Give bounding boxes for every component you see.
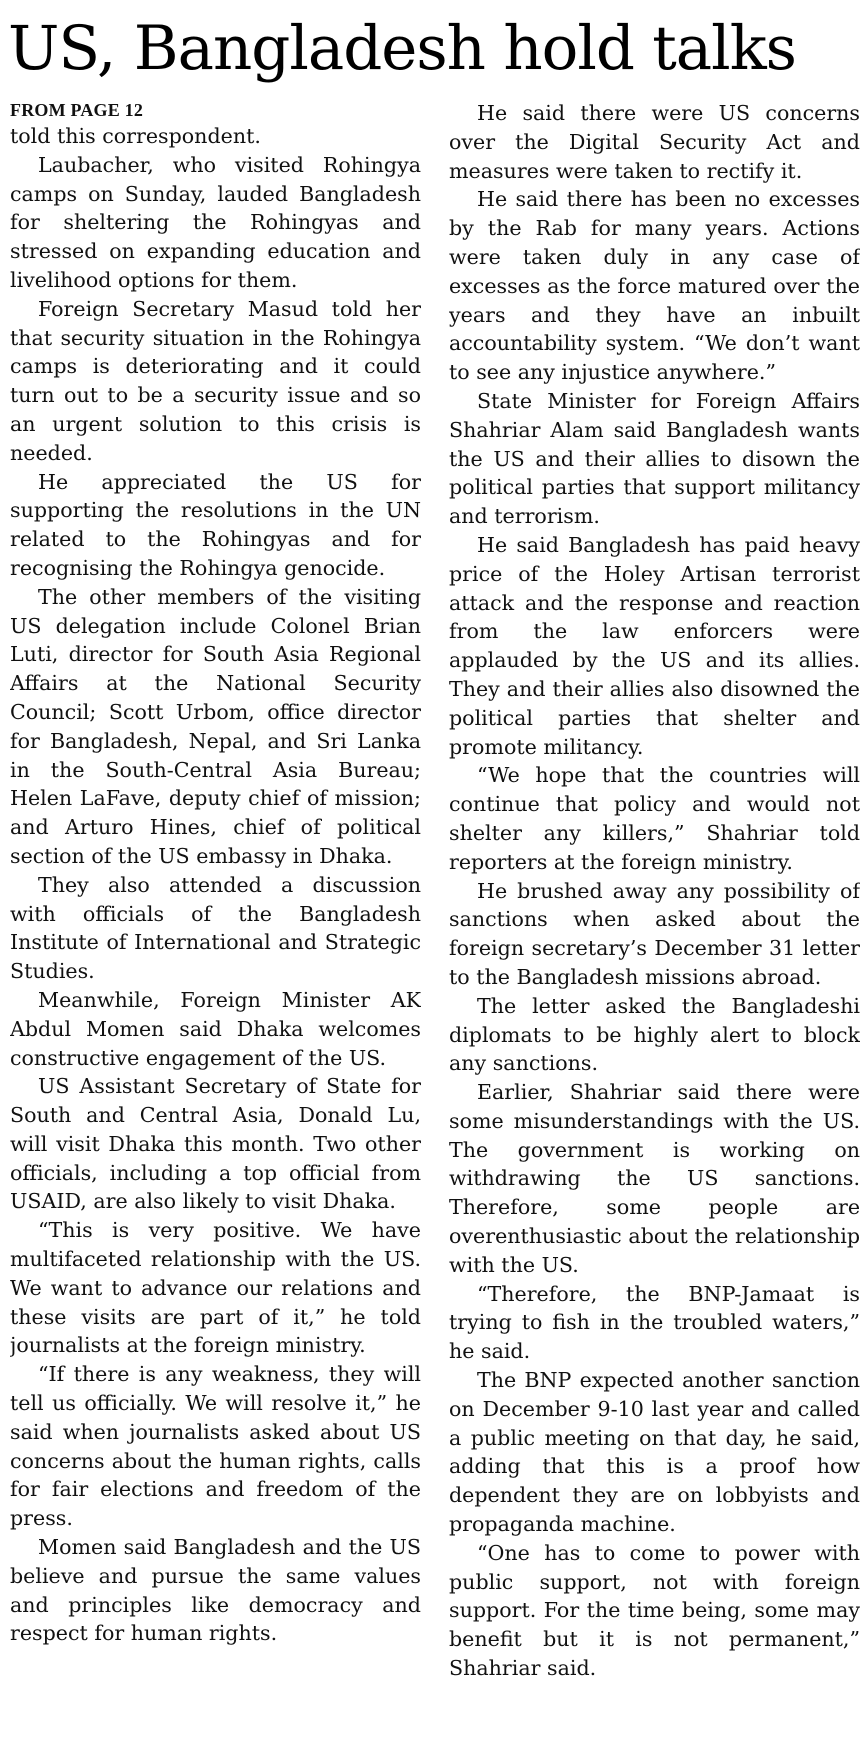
paragraph: “Therefore, the BNP-Jamaat is trying to fish in the troubled waters,” he said. (449, 1281, 860, 1364)
paragraph: The letter asked the Bangladeshi diplomats to be highly alert to block any sanctions. (449, 993, 860, 1076)
paragraph: He appreciated the US for supporting the resolutions in the UN related to the Rohingyas and for recognising the Rohingya genocide. (10, 469, 421, 580)
article-column-right (449, 99, 860, 1741)
paragraph: He said there were US concerns over the Digital Security Act and measures were taken to rectify it. (449, 101, 860, 183)
paragraph: He said Bangladesh has paid heavy price of the Holey Artisan terrorist attack and the response and reaction from the law enforcers were applauded by the US and its allies. They and their allies also disowned the political parties that shelter and promote militancy. (449, 532, 860, 759)
paragraph: “One has to come to power with public support, not with foreign support. For the time being, some may benefit but it is not permanent,” Shahriar said. (449, 1540, 860, 1681)
paragraph: The other members of the visiting US delegation include Colonel Brian Luti, director for South Asia Regional Affairs at the National Security Council; Scott Urbom, office director for Bangladesh, Nepal, and Sri Lanka in the South-Central Asia Bureau; Helen LaFave, deputy chief of mission; and Arturo Hines, chief of political section of the US embassy in Dhaka. (10, 584, 421, 868)
paragraph: State Minister for Foreign Affairs Shahriar Alam said Bangladesh wants the US and their allies to disown the political parties that support militancy and terrorism. (449, 388, 860, 529)
paragraph: “If there is any weakness, they will tell us officially. We will resolve it,” he said when journalists asked about US concerns about the human rights, calls for fair elections and freedom of the press. (10, 1362, 421, 1531)
paragraph: Laubacher, who visited Rohingya camps on Sunday, lauded Bangladesh for sheltering the Rohingyas and stressed on expanding education and livelihood options for them. (10, 152, 421, 292)
paragraph: US Assistant Secretary of State for South and Central Asia, Donald Lu, will visit Dhaka this month. Two other officials, including a top official from USAID, are also likely to visit Dhaka. (10, 1074, 421, 1214)
paragraph: Momen said Bangladesh and the US believe and pursue the same values and principles like democracy and respect for human rights. (10, 1535, 421, 1646)
paragraph: “This is very positive. We have multifaceted relationship with the US. We want to advance our relations and these visits are part of it,” he told journalists at the foreign ministry. (10, 1218, 421, 1358)
headline: US, Bangladesh hold talks (8, 14, 796, 84)
paragraph: He brushed away any possibility of sanctions when asked about the foreign secretary’s December 31 letter to the Bangladesh missions abroad. (449, 878, 860, 989)
paragraph: They also attended a discussion with officials of the Bangladesh Institute of International and Strategic Studies. (10, 872, 421, 984)
paragraph: He said there has been no excesses by the Rab for many years. Actions were taken duly in any case of excesses as the force matured over the years and they have an inbuilt accountability system. “We don’t want to see any injustice anywhere.” (449, 187, 860, 385)
paragraph: “We hope that the countries will continue that policy and would not shelter any killers,” Shahriar told reporters at the foreign ministry. (449, 763, 860, 874)
paragraph: Meanwhile, Foreign Minister AK Abdul Momen said Dhaka welcomes constructive engagement of the US. (10, 987, 421, 1070)
article-column-left (10, 99, 421, 1741)
paragraph: Foreign Secretary Masud told her that security situation in the Rohingya camps is deteriorating and it could turn out to be a security issue and so an urgent solution to this crisis is needed. (10, 296, 421, 465)
jump-label: FROM PAGE 12 (10, 100, 144, 120)
paragraph: told this correspondent. (10, 124, 261, 148)
paragraph: Earlier, Shahriar said there were some misunderstandings with the US. The government is working on withdrawing the US sanctions. Therefore, some people are overenthusiastic about the relationship with the US. (449, 1080, 860, 1277)
paragraph: The BNP expected another sanction on December 9-10 last year and called a public meeting on that day, he said, adding that this is a proof how dependent they are on lobbyists and propaganda machine. (449, 1368, 860, 1537)
